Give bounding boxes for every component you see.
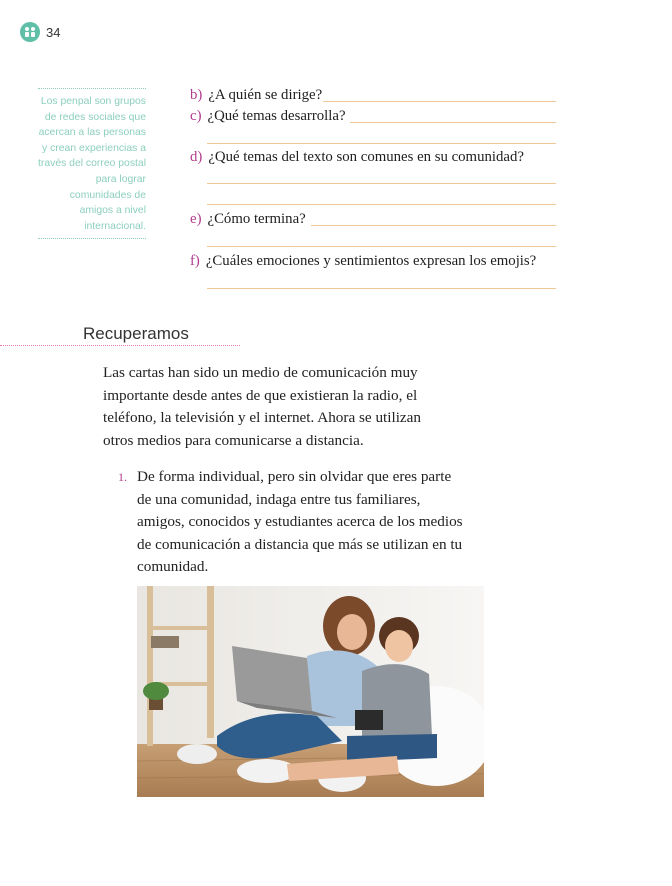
answer-line[interactable] — [350, 122, 556, 123]
question-c — [190, 108, 346, 125]
activity-text: De forma individual, pero sin olvidar que eres parte de una comunidad, indaga entre tus familiares, amigos, conocidos y estudiantes acerca de los medios de comunicación a distancia que más se utilizan en tu comunidad. — [137, 468, 463, 575]
community-icon — [20, 22, 40, 42]
question-b — [190, 87, 322, 104]
page-number: 34 — [46, 24, 61, 40]
intro-paragraph: Las cartas han sido un medio de comunicación muy importante desde antes de que existieran la radio, el teléfono, la televisión y el internet. Ahora se utilizan otros medios para comunicarse a distancia. — [103, 364, 421, 449]
section-title: Recuperamos — [83, 324, 189, 343]
question-letter: e) — [190, 211, 202, 227]
question-f — [190, 253, 536, 270]
question-d — [190, 149, 524, 166]
answer-line[interactable] — [207, 183, 556, 184]
question-text: ¿Qué temas desarrolla? — [207, 108, 346, 124]
sidenote: Los penpal son grupos de redes sociales que acercan a las personas y crean experiencias a través del correo postal para lograr comunidades de amigos a nivel internacional. — [38, 88, 146, 239]
question-letter: d) — [190, 149, 203, 165]
question-text: ¿Cuáles emociones y sentimientos expresan los emojis? — [205, 253, 537, 269]
answer-line[interactable] — [207, 143, 556, 144]
answer-line[interactable] — [207, 204, 556, 205]
answer-line[interactable] — [207, 246, 556, 247]
question-text: ¿A quién se dirige? — [208, 87, 323, 103]
question-letter: c) — [190, 108, 202, 124]
page-header — [20, 22, 60, 42]
answer-line[interactable] — [311, 225, 556, 226]
question-text: ¿Qué temas del texto son comunes en su comunidad? — [208, 149, 524, 165]
activity-item — [118, 466, 468, 579]
question-text: ¿Cómo termina? — [207, 211, 306, 227]
question-letter: f) — [190, 253, 200, 269]
question-e — [190, 211, 306, 228]
question-letter: b) — [190, 87, 203, 103]
section-divider — [0, 345, 240, 346]
answer-line[interactable] — [207, 288, 556, 289]
answer-line[interactable] — [323, 101, 556, 102]
photo-mother-child-devices — [137, 586, 484, 797]
activity-number: 1. — [118, 470, 127, 484]
